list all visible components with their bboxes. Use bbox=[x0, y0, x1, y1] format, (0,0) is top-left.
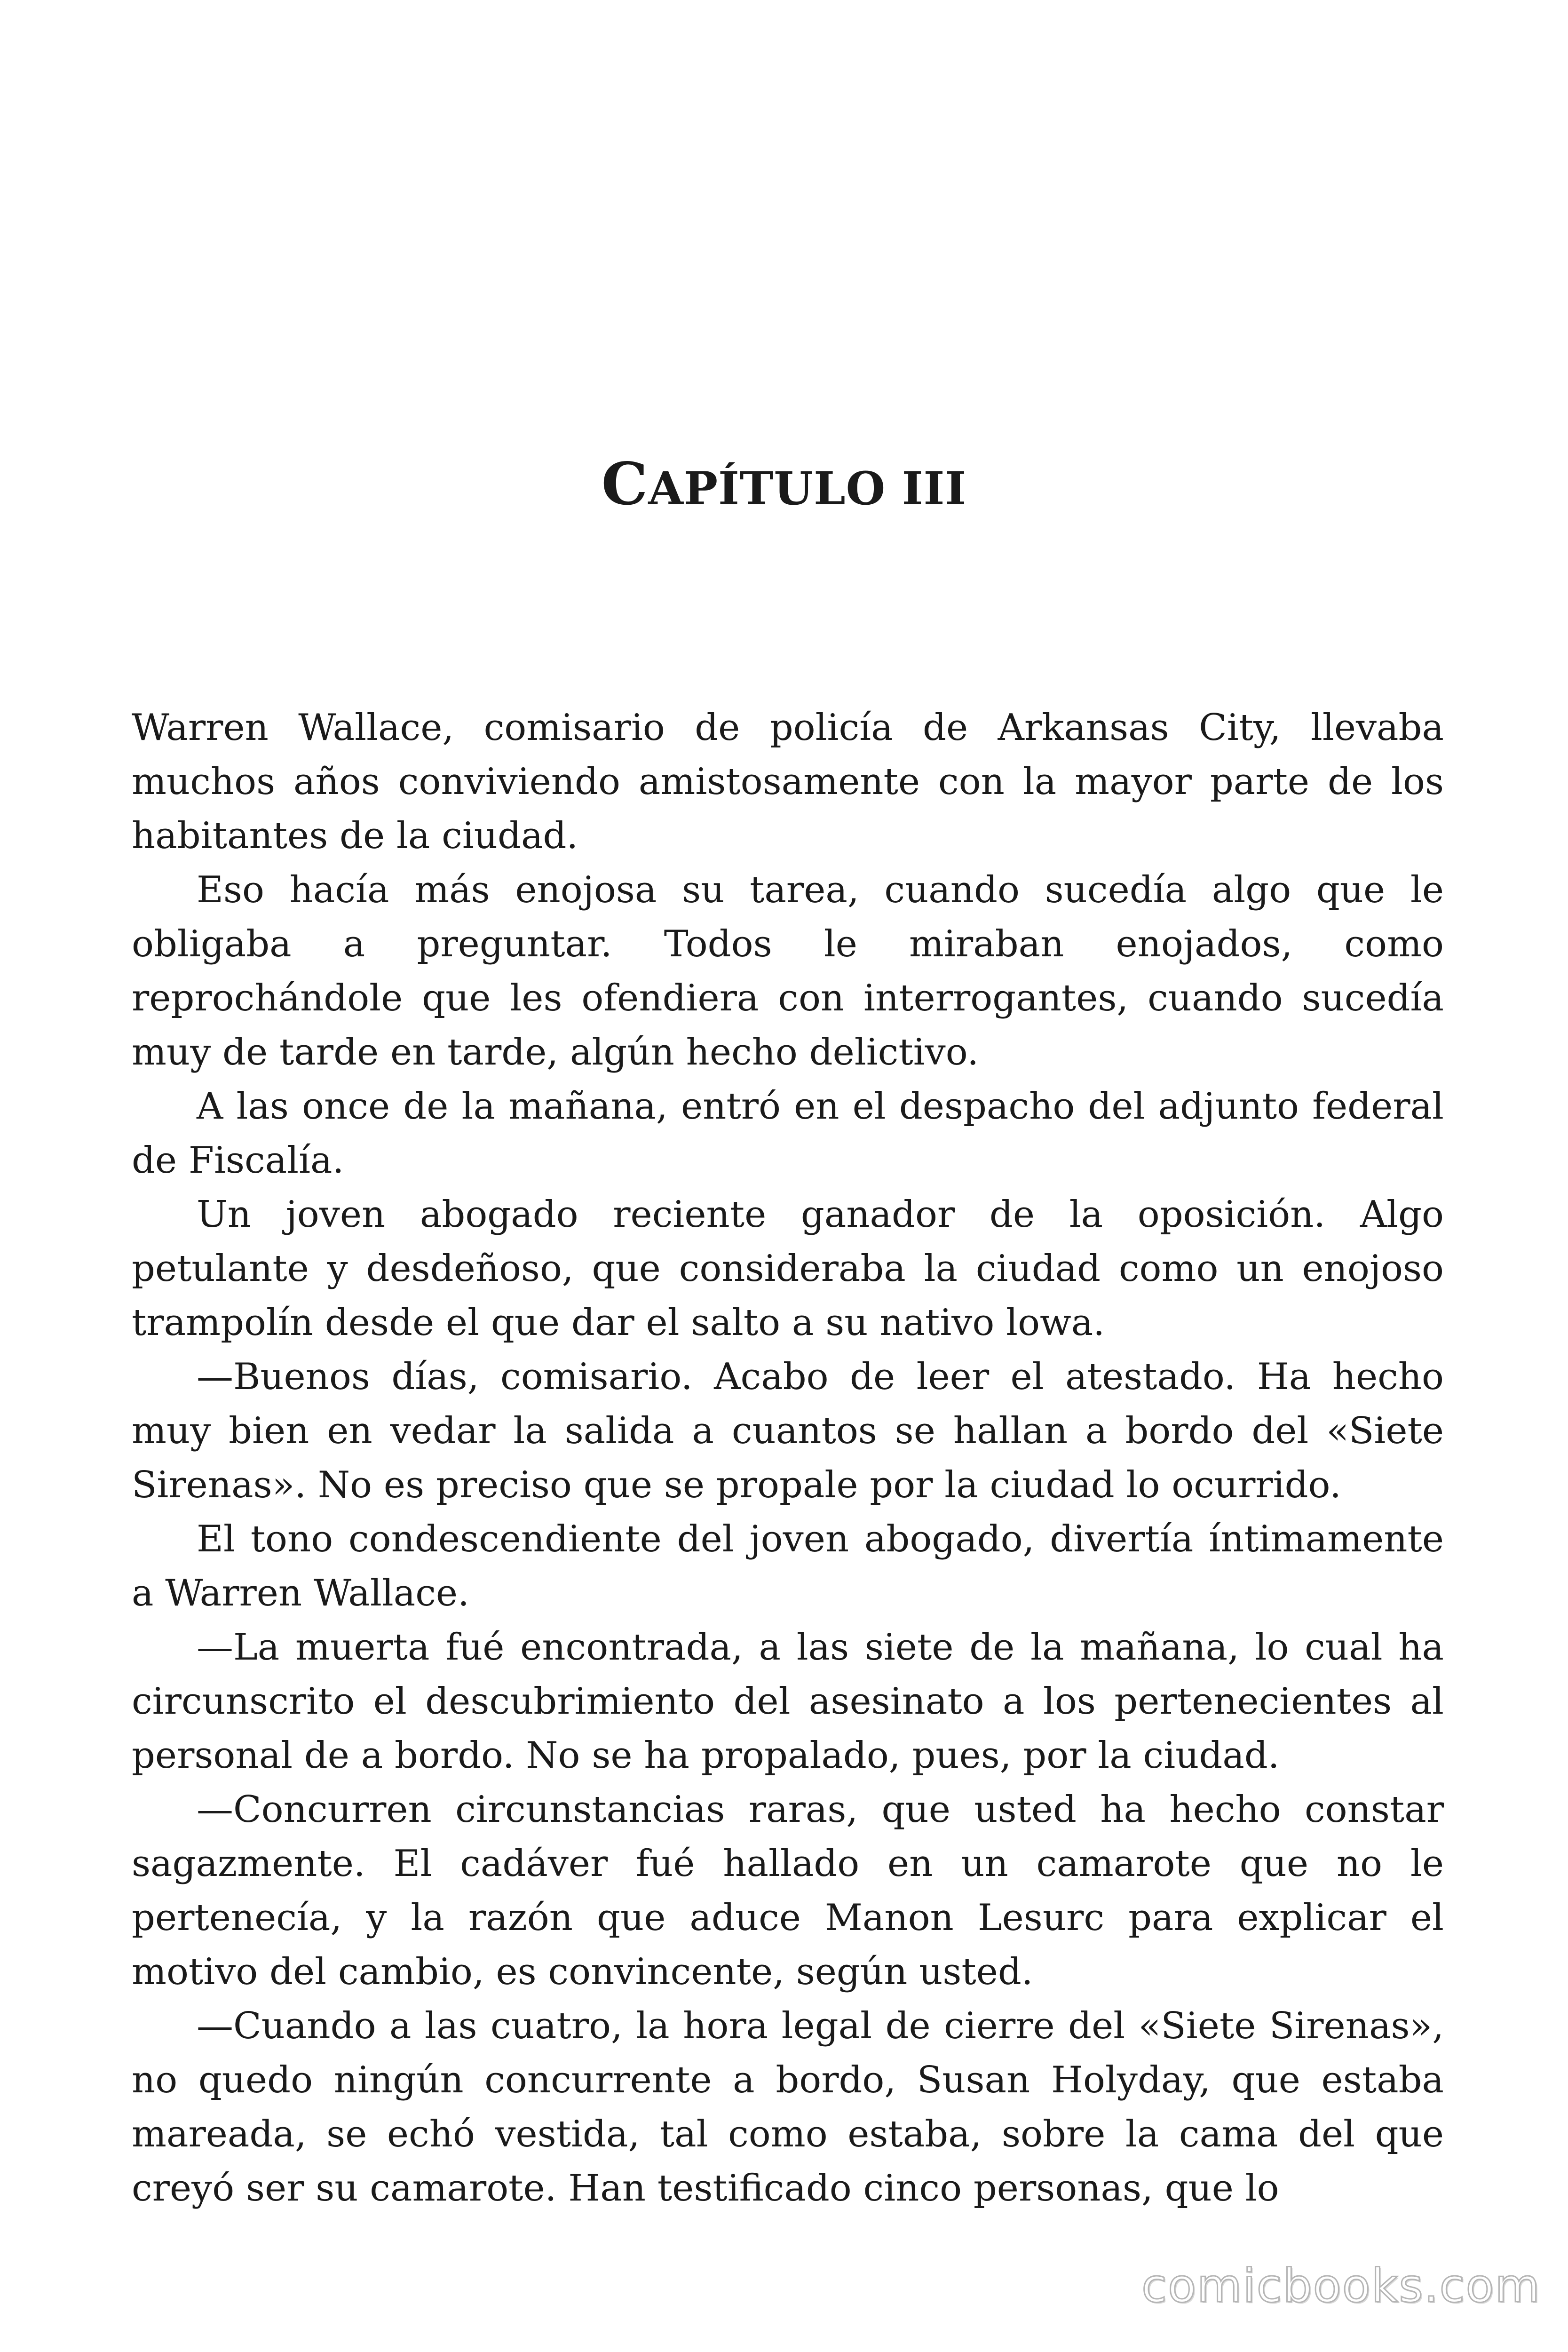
watermark-logo: comicbooks.com bbox=[1141, 2259, 1541, 2313]
paragraph: Warren Wallace, comisario de policía de Arkansas City, llevaba muchos años conviviendo amistosamente con la mayor parte de los habitantes de la ciudad. bbox=[132, 707, 1444, 857]
paragraph: El tono condescendiente del joven abogado, divertía íntimamente a Warren Wallace. bbox=[132, 1518, 1444, 1614]
paragraph-last: —Cuando a las cuatro, la hora legal de cierre del «Siete Sirenas», no quedo ningún concurrente a bordo, Susan Holyday, que estaba mareada, se echó vestida, tal como estaba, sobre la cama del que creyó ser su camarote. Han testificado cinco personas, que lo bbox=[132, 2005, 1444, 2209]
chapter-title bbox=[0, 452, 1568, 522]
paragraph: Eso hacía más enojosa su tarea, cuando sucedía algo que le obligaba a preguntar. Todos le miraban enojados, como reprochándole que les ofendiera con interrogantes, cuando sucedía muy de tarde en tarde, algún hecho delictivo. bbox=[132, 869, 1444, 1073]
paragraph: Un joven abogado reciente ganador de la oposición. Algo petulante y desdeñoso, que consideraba la ciudad como un enojoso trampolín desde el que dar el salto a su nativo lowa. bbox=[132, 1193, 1444, 1344]
paragraph: —Concurren circunstancias raras, que usted ha hecho constar sagazmente. El cadáver fué hallado en un camarote que no le pertenecía, y la razón que aduce Manon Lesurc para explicar el motivo del cambio, es convincente, según usted. bbox=[132, 1788, 1444, 1993]
chapter-title-initial: C bbox=[601, 450, 649, 518]
paragraph: —Buenos días, comisario. Acabo de leer el atestado. Ha hecho muy bien en vedar la salida a cuantos se hallan a bordo del «Siete Sirenas». No es preciso que se propale por la ciudad lo ocurrido. bbox=[132, 1356, 1444, 1506]
chapter-title-rest: APÍTULO III bbox=[648, 462, 967, 515]
paragraph: —La muerta fué encontrada, a las siete de la mañana, lo cual ha circunscrito el descubrimiento del asesinato a los pertenecientes al personal de a bordo. No se ha propalado, pues, por la ciudad. bbox=[132, 1626, 1444, 1777]
chapter-body bbox=[132, 701, 1444, 2216]
paragraph: A las once de la mañana, entró en el despacho del adjunto federal de Fiscalía. bbox=[132, 1085, 1444, 1182]
